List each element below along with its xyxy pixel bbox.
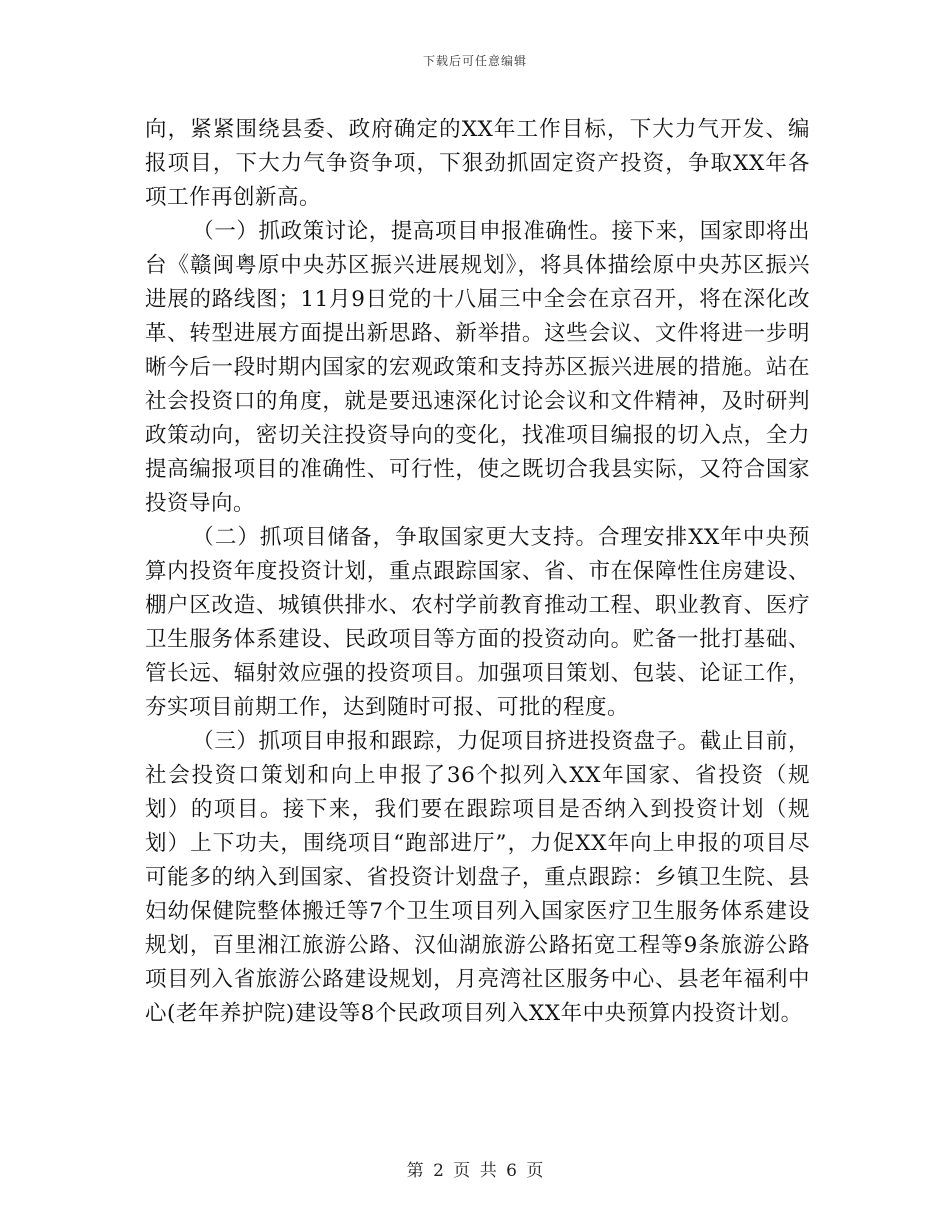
document-body — [145, 113, 810, 1031]
paragraph-policy-research: （一）抓政策讨论，提高项目申报准确性。接下来，国家即将出台《赣闽粤原中央苏区振兴进展规划》，将具体描绘原中央苏区振兴进展的路线图；11月9日党的十八届三中全会在京召开，将在深化改革、转型进展方面提出新思路、新举措。这些会议、文件将进一步明晰今后一段时期内国家的宏观政策和支持苏区振兴进展的措施。站在社会投资口的角度，就是要迅速深化讨论会议和文件精神，及时研判政策动向，密切关注投资导向的变化，找准项目编报的切入点，全力提高编报项目的准确性、可行性，使之既切合我县实际，又符合国家投资导向。 — [145, 219, 810, 516]
paragraph-continuation: 向，紧紧围绕县委、政府确定的XX年工作目标，下大力气开发、编报项目，下大力气争资争项，下狠劲抓固定资产投资，争取XX年各项工作再创新高。 — [145, 117, 810, 210]
page-number-footer: 第 2 页 共 6 页 — [406, 1161, 544, 1181]
paragraph-project-reserve: （二）抓项目储备，争取国家更大支持。合理安排XX年中央预算内投资年度投资计划，重点跟踪国家、省、市在保障性住房建设、棚户区改造、城镇供排水、农村学前教育推动工程、职业教育、医疗卫生服务体系建设、民政项目等方面的投资动向。贮备一批打基础、管长远、辐射效应强的投资项目。加强项目策划、包装、论证工作，夯实项目前期工作，达到随时可报、可批的程度。 — [145, 525, 810, 720]
page-header: 下载后可任意编辑 — [422, 54, 527, 68]
paragraph-project-tracking: （三）抓项目申报和跟踪，力促项目挤进投资盘子。截止目前，社会投资口策划和向上申报了36个拟列入XX年国家、省投资（规划）的项目。接下来，我们要在跟踪项目是否纳入到投资计划（规划）上下功夫，围绕项目“跑部进厅”，力促XX年向上申报的项目尽可能多的纳入到国家、省投资计划盘子，重点跟踪：乡镇卫生院、县妇幼保健院整体搬迁等7个卫生项目列入国家医疗卫生服务体系建设规划，百里湘江旅游公路、汉仙湖旅游公路拓宽工程等9条旅游公路项目列入省旅游公路建设规划，月亮湾社区服务中心、县老年福利中心(老年养护院)建设等8个民政项目列入XX年中央预算内投资计划。 — [145, 729, 810, 1026]
